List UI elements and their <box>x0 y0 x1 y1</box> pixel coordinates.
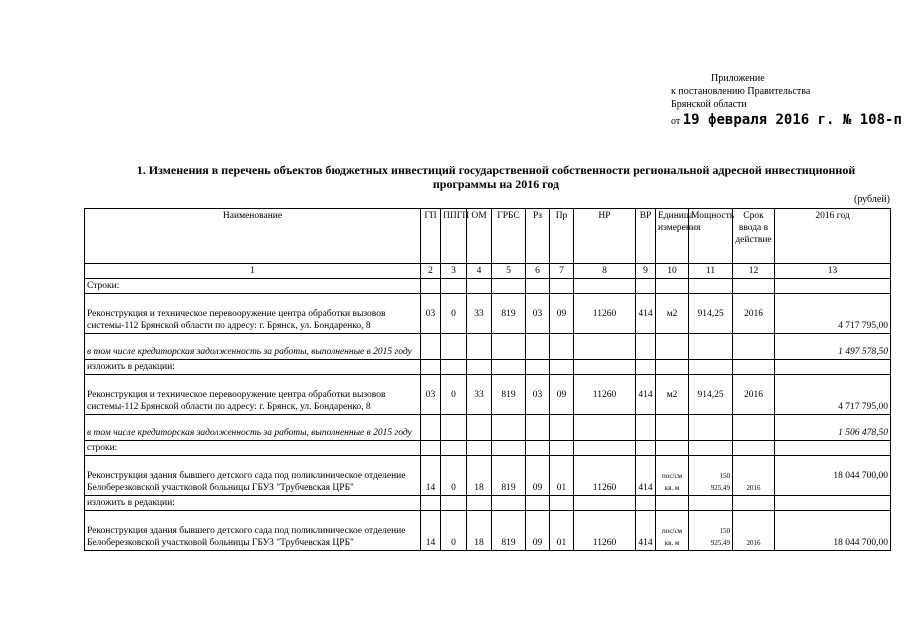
col-grbs-header: ГРБС <box>492 209 526 264</box>
cell-rz: 09 <box>526 456 550 496</box>
col-year-header: 2016 год <box>775 209 891 264</box>
cell-ppg: 0 <box>441 375 467 415</box>
col-number: 9 <box>636 264 656 279</box>
col-pr-header: Пр <box>550 209 574 264</box>
col-unit-header: Единица измерения <box>656 209 689 264</box>
cell-term: 2016 <box>733 294 775 334</box>
col-number: 13 <box>775 264 891 279</box>
cell-year-amount: 18 044 700,00 <box>775 456 891 496</box>
table-row <box>85 294 891 334</box>
cell-power <box>689 456 733 496</box>
power-seats: 150 <box>719 527 730 535</box>
col-om-header: ОМ <box>467 209 492 264</box>
appendix-region: Брянской области <box>671 99 747 110</box>
section-label: изложить в редакции: <box>85 496 421 511</box>
cell-grbs: 819 <box>492 375 526 415</box>
cell-unit <box>656 456 689 496</box>
table-row <box>85 456 891 496</box>
cell-ppg: 0 <box>441 511 467 551</box>
section-label: изложить в редакции: <box>85 360 421 375</box>
col-number: 12 <box>733 264 775 279</box>
col-number: 1 <box>85 264 421 279</box>
cell-grbs: 819 <box>492 294 526 334</box>
cell-year-amount: 4 717 795,00 <box>775 294 891 334</box>
cell-power: 914,25 <box>689 294 733 334</box>
cell-pr: 01 <box>550 511 574 551</box>
cell-power: 914,25 <box>689 375 733 415</box>
table-row <box>85 415 891 441</box>
col-gp-header: ГП <box>421 209 441 264</box>
unit-area: кв. м <box>664 484 680 492</box>
cell-unit: м2 <box>656 294 689 334</box>
cell-grbs: 819 <box>492 511 526 551</box>
cell-power <box>689 511 733 551</box>
cell-vr: 414 <box>636 294 656 334</box>
cell-vr: 414 <box>636 375 656 415</box>
col-number: 7 <box>550 264 574 279</box>
cell-ppg: 0 <box>441 294 467 334</box>
cell-year-amount: 18 044 700,00 <box>775 511 891 551</box>
unit-seats: пос/см <box>661 527 682 535</box>
cell-vr: 414 <box>636 456 656 496</box>
col-number: 3 <box>441 264 467 279</box>
col-ppg-header: ППГП <box>441 209 467 264</box>
cell-term: 2016 <box>733 456 775 496</box>
power-seats: 150 <box>719 472 730 480</box>
cell-rz: 03 <box>526 375 550 415</box>
col-name-header: Наименование <box>85 209 421 264</box>
section-label-row <box>85 279 891 294</box>
cell-nr: 11260 <box>574 511 636 551</box>
section-label-row <box>85 360 891 375</box>
cell-unit: м2 <box>656 375 689 415</box>
cell-om: 33 <box>467 294 492 334</box>
cell-rz: 09 <box>526 511 550 551</box>
col-power-header: Мощность <box>689 209 733 264</box>
section-label-row <box>85 441 891 456</box>
col-number: 11 <box>689 264 733 279</box>
section-label: Строки: <box>85 279 421 294</box>
document-heading <box>96 163 896 191</box>
cell-nr: 11260 <box>574 294 636 334</box>
table-row <box>85 375 891 415</box>
col-vr-header: ВР <box>636 209 656 264</box>
object-name: Реконструкция и техническое перевооружение центра обработки вызовов системы-112 Брянской области по адресу: г. Брянск, ул. Бондаренко, 8 <box>85 294 421 334</box>
col-number: 8 <box>574 264 636 279</box>
table-row <box>85 334 891 360</box>
cell-term: 2016 <box>733 375 775 415</box>
appendix-block <box>671 72 902 128</box>
col-nr-header: НР <box>574 209 636 264</box>
col-number: 2 <box>421 264 441 279</box>
cell-om: 18 <box>467 456 492 496</box>
cell-pr: 09 <box>550 375 574 415</box>
cell-term: 2016 <box>733 511 775 551</box>
cell-gp: 14 <box>421 511 441 551</box>
heading-line1: 1. Изменения в перечень объектов бюджетных инвестиций государственной собственности региональной адресной инвестиционной <box>136 163 856 177</box>
cell-nr: 11260 <box>574 375 636 415</box>
section-label-row <box>85 496 891 511</box>
cell-ppg: 0 <box>441 456 467 496</box>
appendix-date-line <box>671 114 902 128</box>
table-row <box>85 511 891 551</box>
cell-om: 18 <box>467 511 492 551</box>
cell-om: 33 <box>467 375 492 415</box>
investment-table <box>84 208 891 551</box>
appendix-resolution: к постановлению Правительства <box>671 86 811 97</box>
cell-gp: 14 <box>421 456 441 496</box>
cell-debt-amount: 1 506 478,50 <box>775 415 891 441</box>
unit-label: (рублей) <box>853 194 890 205</box>
column-number-row <box>85 264 891 279</box>
cell-gp: 03 <box>421 375 441 415</box>
col-number: 10 <box>656 264 689 279</box>
object-name: Реконструкция здания бывшего детского сада под поликлиническое отделение Белоберезковской участковой больницы ГБУЗ "Трубчевская ЦРБ" <box>85 456 421 496</box>
power-area: 925,49 <box>710 484 730 492</box>
col-term-header: Срок ввода в действие <box>733 209 775 264</box>
heading-line2: программы на 2016 год <box>432 177 560 191</box>
unit-seats: пос/см <box>661 472 682 480</box>
object-name: Реконструкция и техническое перевооружение центра обработки вызовов системы-112 Брянской области по адресу: г. Брянск, ул. Бондаренко, 8 <box>85 375 421 415</box>
col-rz-header: Рз <box>526 209 550 264</box>
cell-pr: 01 <box>550 456 574 496</box>
cell-unit <box>656 511 689 551</box>
section-label: строки: <box>85 441 421 456</box>
cell-rz: 03 <box>526 294 550 334</box>
col-number: 6 <box>526 264 550 279</box>
cell-vr: 414 <box>636 511 656 551</box>
cell-grbs: 819 <box>492 456 526 496</box>
cell-pr: 09 <box>550 294 574 334</box>
power-area: 925,49 <box>710 539 730 547</box>
cell-gp: 03 <box>421 294 441 334</box>
date-stamp: 19 февраля 2016 г. № 108-п <box>682 112 902 128</box>
cell-debt-amount: 1 497 578,50 <box>775 334 891 360</box>
debt-note: в том числе кредиторская задолженность за работы, выполненные в 2015 году <box>85 415 421 441</box>
table-header-row <box>85 209 891 264</box>
col-number: 4 <box>467 264 492 279</box>
cell-year-amount: 4 717 795,00 <box>775 375 891 415</box>
col-number: 5 <box>492 264 526 279</box>
unit-area: кв. м <box>664 539 680 547</box>
debt-note: в том числе кредиторская задолженность за работы, выполненные в 2015 году <box>85 334 421 360</box>
date-prefix: от <box>671 116 681 127</box>
appendix-title: Приложение <box>711 73 765 84</box>
object-name: Реконструкция здания бывшего детского сада под поликлиническое отделение Белоберезковской участковой больницы ГБУЗ "Трубчевская ЦРБ" <box>85 511 421 551</box>
cell-nr: 11260 <box>574 456 636 496</box>
